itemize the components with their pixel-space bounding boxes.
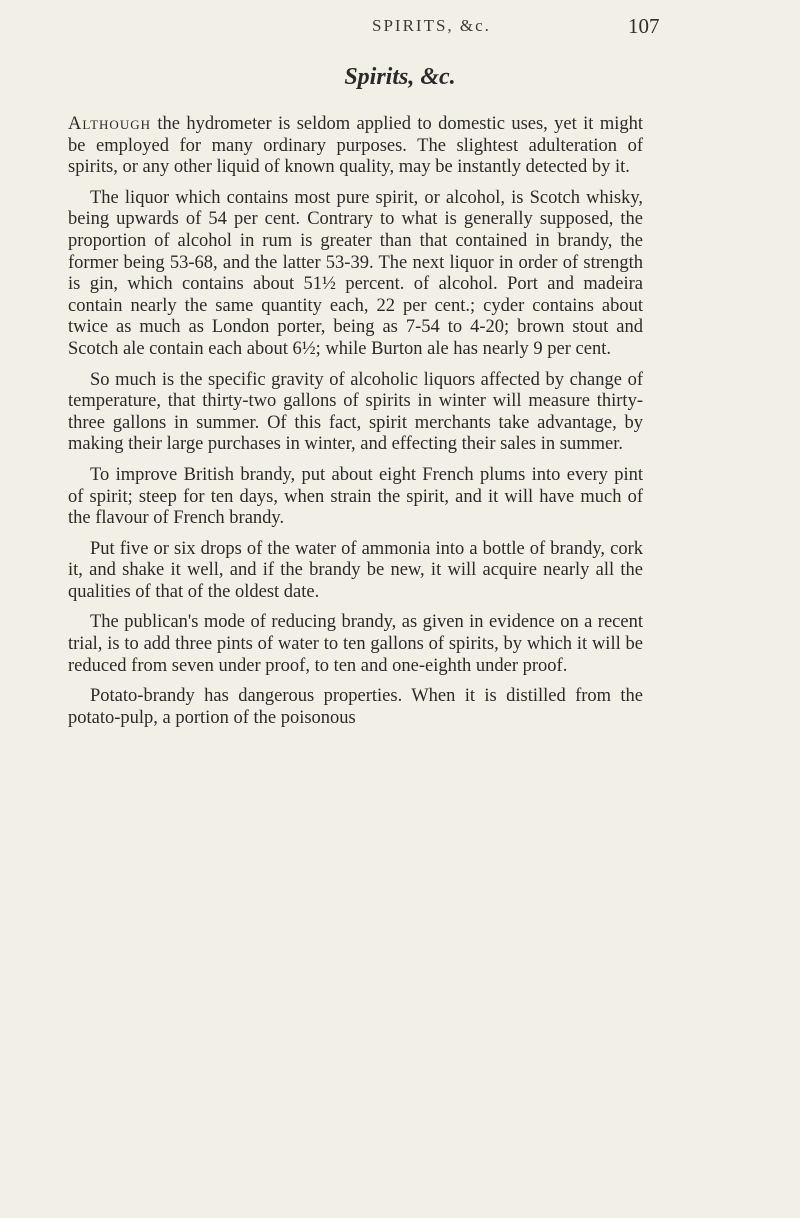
paragraph-publican: The publican's mode of reducing brandy, as given in evidence on a recent trial, is to add three pints of water to ten gallons of spirits, by which it will be reduced from seven under proof, to ten and one-eighth under proof.: [68, 612, 643, 676]
running-head: [0, 12, 800, 42]
paragraph-text: the hydrometer is seldom applied to domestic uses, yet it might be employed for many ordinary purposes. The slightest adulteration of spirits, or any other liquid of known quality, may be instantly detected by it.: [68, 114, 643, 178]
paragraph-hydrometer: [68, 114, 643, 179]
paragraph-alcohol-content: The liquor which contains most pure spirit, or alcohol, is Scotch whisky, being upwards of 54 per cent. Contrary to what is generally supposed, the proportion of alcohol in rum is greater than that contained in brandy, the former being 53-68, and the latter 53-39. The next liquor in order of strength is gin, which contains about 51½ percent. of alcohol. Port and madeira contain nearly the same quantity each, 22 per cent.; cyder contains about twice as much as London porter, being as 7-54 to 4-20; brown stout and Scotch ale contain each about 6½; while Burton ale has nearly 9 per cent.: [68, 187, 643, 359]
section-heading: Spirits, &c.: [344, 64, 456, 90]
paragraph-potato-brandy: Potato-brandy has dangerous properties. When it is distilled from the potato-pulp, a portion of the poisonous: [68, 686, 643, 728]
page-number: 107: [628, 14, 660, 38]
paragraph-improve-brandy: To improve British brandy, put about eight French plums into every pint of spirit; steep for ten days, when strain the spirit, and it will have much of the flavour of French brandy.: [68, 464, 643, 529]
lead-word: Although: [68, 114, 151, 134]
paragraph-ammonia: Put five or six drops of the water of ammonia into a bottle of brandy, cork it, and shake it well, and if the brandy be new, it will acquire nearly all the qualities of that of the oldest date.: [68, 538, 643, 602]
paragraph-specific-gravity: So much is the specific gravity of alcoholic liquors affected by change of temperature, that thirty-two gallons of spirits in winter will measure thirty-three gallons in summer. Of this fact, spirit merchants take advantage, by making their large purchases in winter, and effecting their sales in summer.: [68, 369, 643, 455]
body-text: [68, 114, 643, 738]
running-title: SPIRITS, &c.: [372, 16, 491, 35]
